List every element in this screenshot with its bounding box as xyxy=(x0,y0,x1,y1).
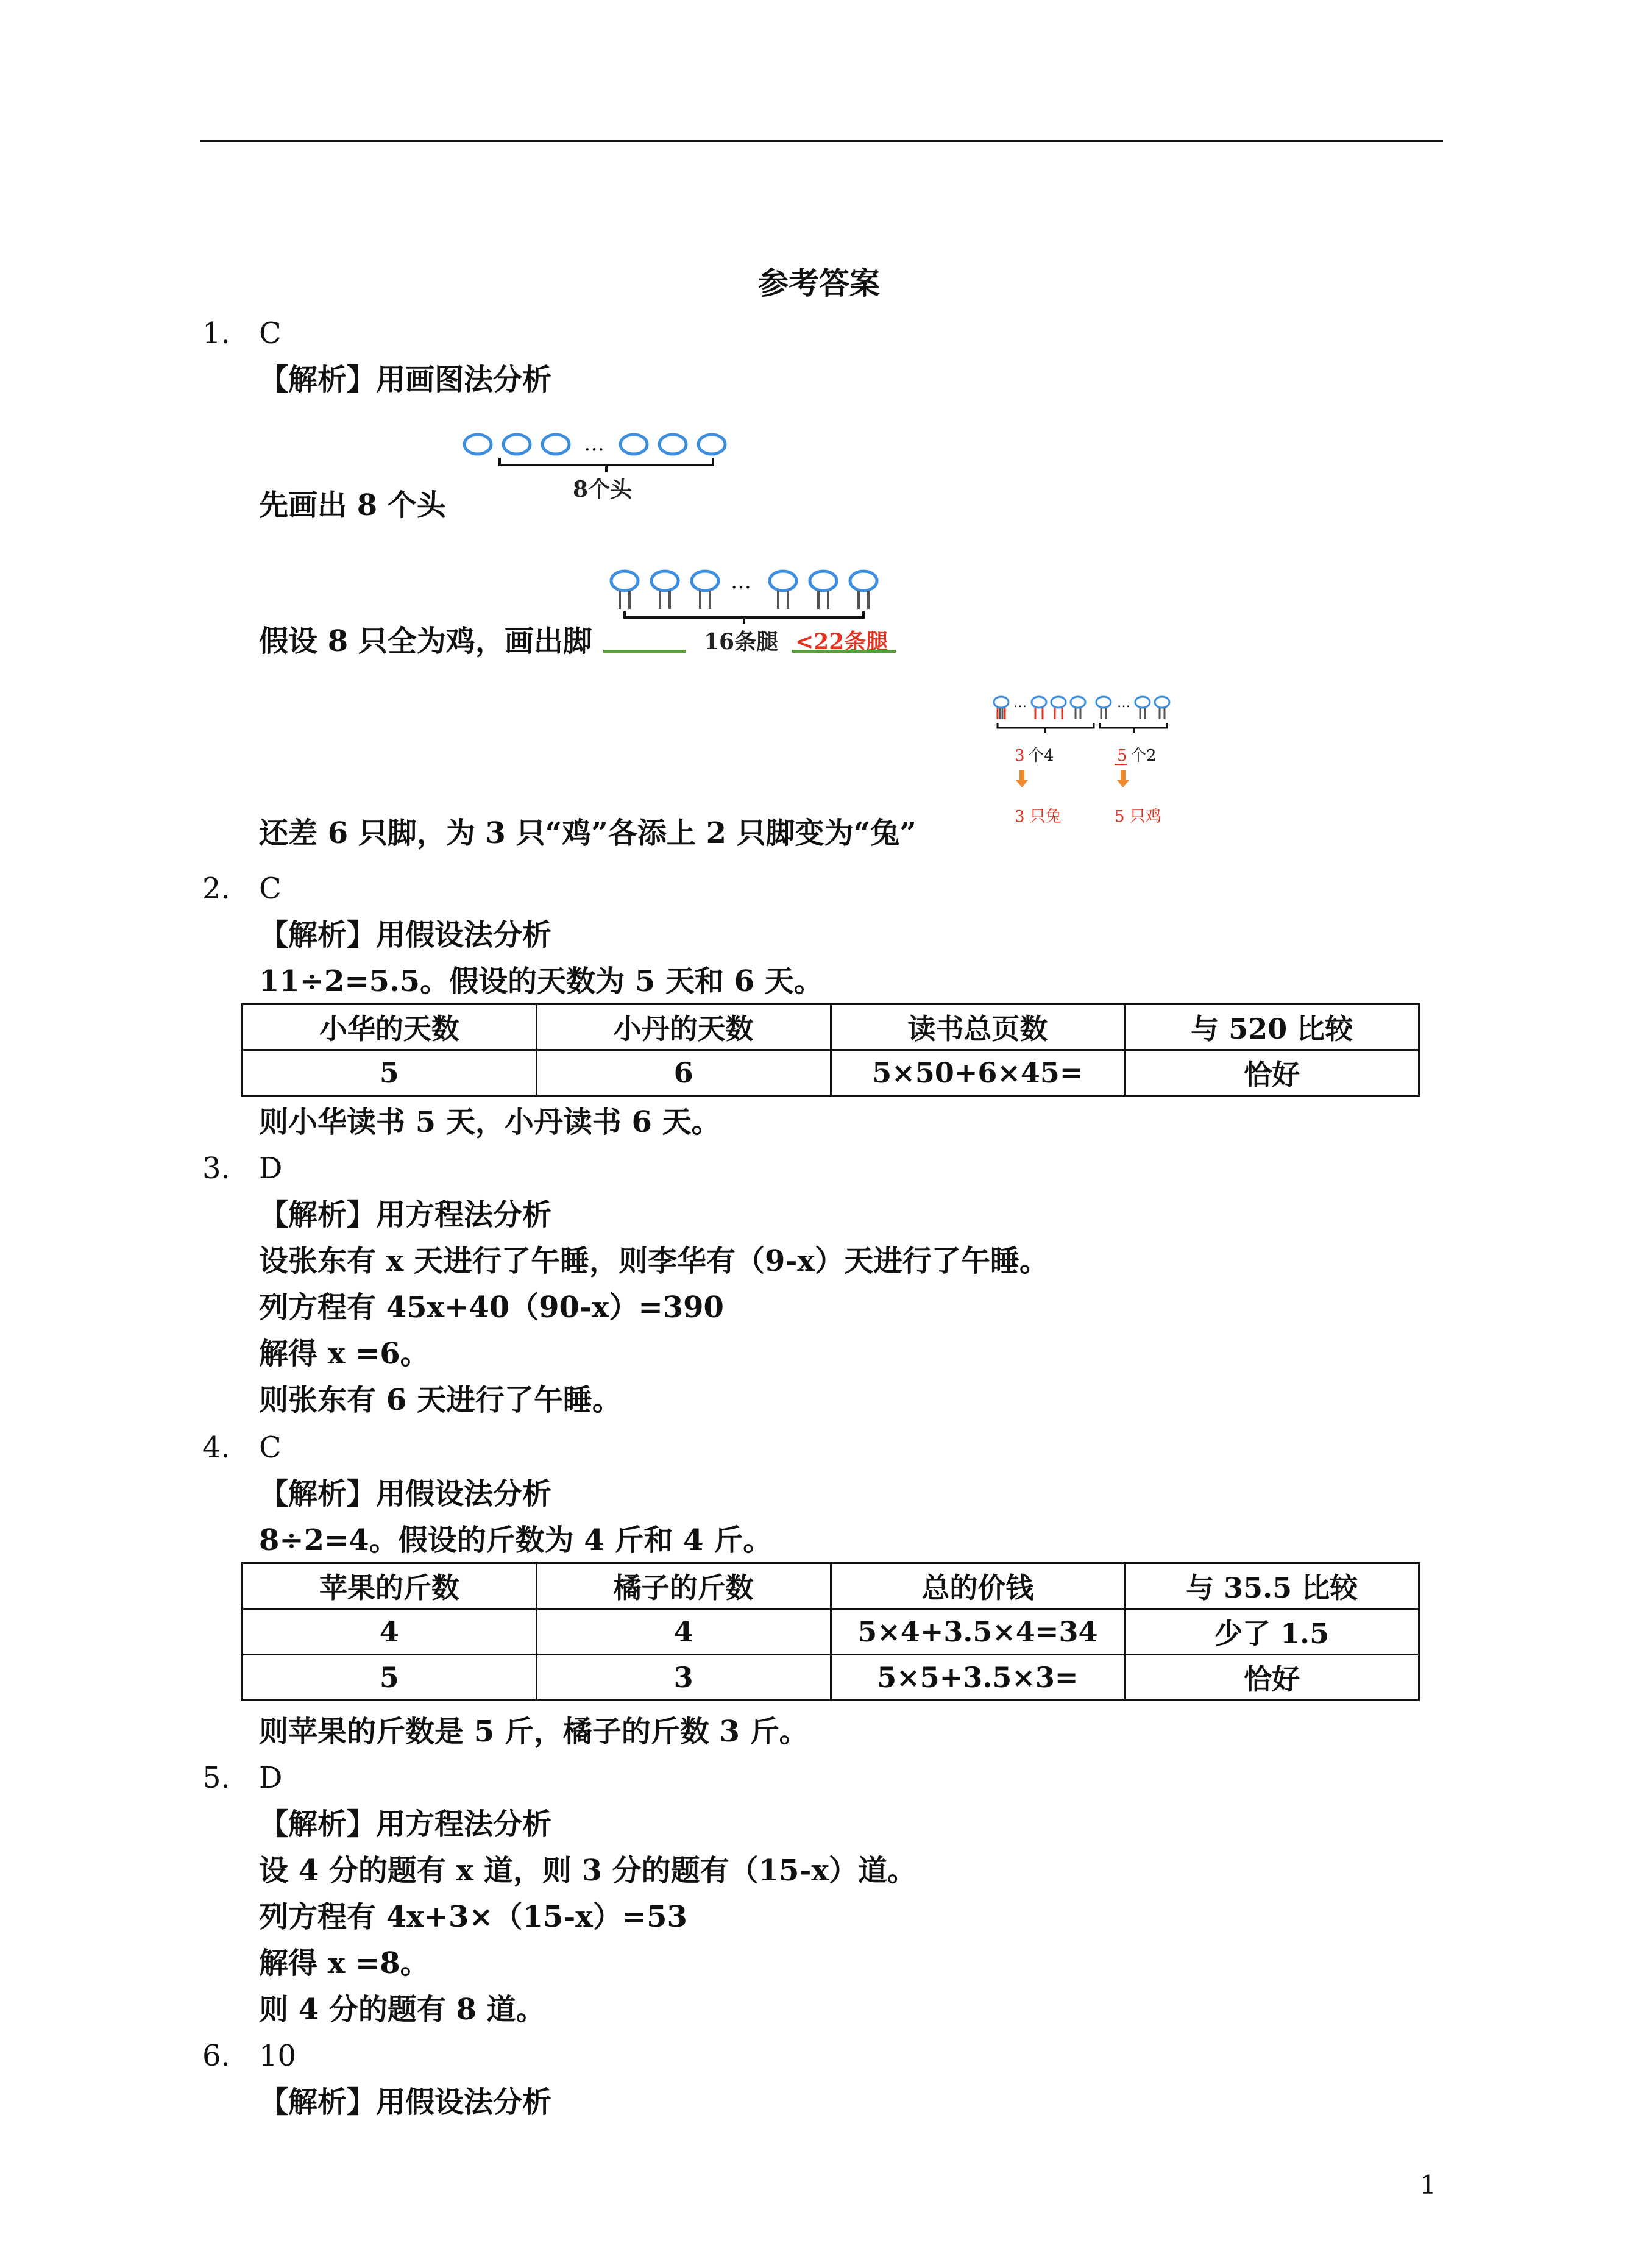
page-title: 参考答案 xyxy=(758,265,880,301)
underline-green xyxy=(603,650,686,653)
q1-answer: C xyxy=(259,316,282,350)
table-cell: 5 xyxy=(243,1050,537,1096)
table-cell: 恰好 xyxy=(1125,1050,1419,1096)
q5-line: 设 4 分的题有 x 道，则 3 分的题有（15-x）道。 xyxy=(259,1854,917,1888)
svg-text:5: 5 xyxy=(1117,747,1127,765)
table-header: 与 35.5 比较 xyxy=(1125,1563,1419,1609)
svg-text:…: … xyxy=(1117,695,1130,711)
q1-step2: 假设 8 只全为鸡，画出脚 xyxy=(259,624,592,658)
svg-text:3 只兔: 3 只兔 xyxy=(1015,808,1062,826)
q4-conclusion: 则苹果的斤数是 5 斤，橘子的斤数 3 斤。 xyxy=(259,1715,809,1749)
table-cell: 4 xyxy=(243,1609,537,1655)
q2-number: 2. xyxy=(202,872,230,906)
legs-label: 16条腿 xyxy=(704,629,779,655)
table-header: 苹果的斤数 xyxy=(243,1563,537,1609)
q3-line: 设张东有 x 天进行了午睡，则李华有（9-x）天进行了午睡。 xyxy=(259,1244,1049,1278)
q1-number: 1. xyxy=(202,316,230,350)
table-cell: 5×5+3.5×3= xyxy=(831,1655,1125,1701)
table-cell: 4 xyxy=(536,1609,831,1655)
table-header: 小丹的天数 xyxy=(536,1004,831,1050)
svg-text:3: 3 xyxy=(1015,747,1025,765)
q3-answer: D xyxy=(259,1151,283,1186)
table-header: 橘子的斤数 xyxy=(536,1563,831,1609)
q3-line: 解得 x =6。 xyxy=(259,1337,430,1371)
legs-compare-label: <22条腿 xyxy=(795,629,888,655)
q4-line1: 8÷2=4。假设的斤数为 4 斤和 4 斤。 xyxy=(259,1523,773,1557)
q5-line: 则 4 分的题有 8 道。 xyxy=(259,1992,545,2027)
q6-number: 6. xyxy=(202,2039,230,2073)
q6-analysis: 【解析】用假设法分析 xyxy=(259,2085,552,2119)
legs-diagram xyxy=(600,564,905,655)
table-cell: 恰好 xyxy=(1125,1655,1419,1701)
table-header: 总的价钱 xyxy=(831,1563,1125,1609)
q4-number: 4. xyxy=(202,1431,230,1465)
table-cell: 3 xyxy=(536,1655,831,1701)
q3-number: 3. xyxy=(202,1151,230,1186)
page-number: 1 xyxy=(1420,2170,1436,2200)
heads-diagram xyxy=(457,424,731,509)
q3-line: 列方程有 45x+40（90-x）=390 xyxy=(259,1290,724,1324)
q2-conclusion: 则小华读书 5 天，小丹读书 6 天。 xyxy=(259,1105,721,1139)
svg-text:个4: 个4 xyxy=(1028,747,1054,765)
q1-analysis: 【解析】用画图法分析 xyxy=(259,363,552,397)
q1-step1: 先画出 8 个头 xyxy=(259,488,446,522)
header-rule xyxy=(200,140,1443,142)
table-header: 与 520 比较 xyxy=(1125,1004,1419,1050)
table-cell: 5×4+3.5×4=34 xyxy=(831,1609,1125,1655)
q1-step3: 还差 6 只脚，为 3 只“鸡”各添上 2 只脚变为“兔” xyxy=(259,816,916,850)
q3-line: 则张东有 6 天进行了午睡。 xyxy=(259,1383,622,1417)
q2-line1: 11÷2=5.5。假设的天数为 5 天和 6 天。 xyxy=(259,964,823,998)
table-cell: 6 xyxy=(536,1050,831,1096)
q3-analysis: 【解析】用方程法分析 xyxy=(259,1198,552,1232)
svg-text:5 只鸡: 5 只鸡 xyxy=(1115,808,1161,826)
q6-answer: 10 xyxy=(259,2039,297,2073)
q5-number: 5. xyxy=(202,1761,230,1795)
q4-table xyxy=(241,1562,1420,1701)
rabbit-chicken-diagram xyxy=(990,694,1185,846)
q4-analysis: 【解析】用假设法分析 xyxy=(259,1477,552,1511)
q2-analysis: 【解析】用假设法分析 xyxy=(259,918,552,952)
q2-table xyxy=(241,1003,1420,1097)
q5-analysis: 【解析】用方程法分析 xyxy=(259,1807,552,1841)
svg-text:…: … xyxy=(584,432,604,456)
q2-answer: C xyxy=(259,872,282,906)
q5-line: 列方程有 4x+3×（15-x）=53 xyxy=(259,1900,687,1934)
table-header: 读书总页数 xyxy=(831,1004,1125,1050)
q4-answer: C xyxy=(259,1431,282,1465)
svg-text:…: … xyxy=(1013,695,1027,711)
table-cell: 少了 1.5 xyxy=(1125,1609,1419,1655)
table-header: 小华的天数 xyxy=(243,1004,537,1050)
q5-line: 解得 x =8。 xyxy=(259,1946,430,1980)
svg-text:…: … xyxy=(731,569,751,594)
table-cell: 5 xyxy=(243,1655,537,1701)
q5-answer: D xyxy=(259,1761,283,1795)
svg-text:个2: 个2 xyxy=(1130,747,1157,765)
table-cell: 5×50+6×45= xyxy=(831,1050,1125,1096)
heads-label: 8个头 xyxy=(573,477,633,502)
underline-green-2 xyxy=(792,650,896,653)
